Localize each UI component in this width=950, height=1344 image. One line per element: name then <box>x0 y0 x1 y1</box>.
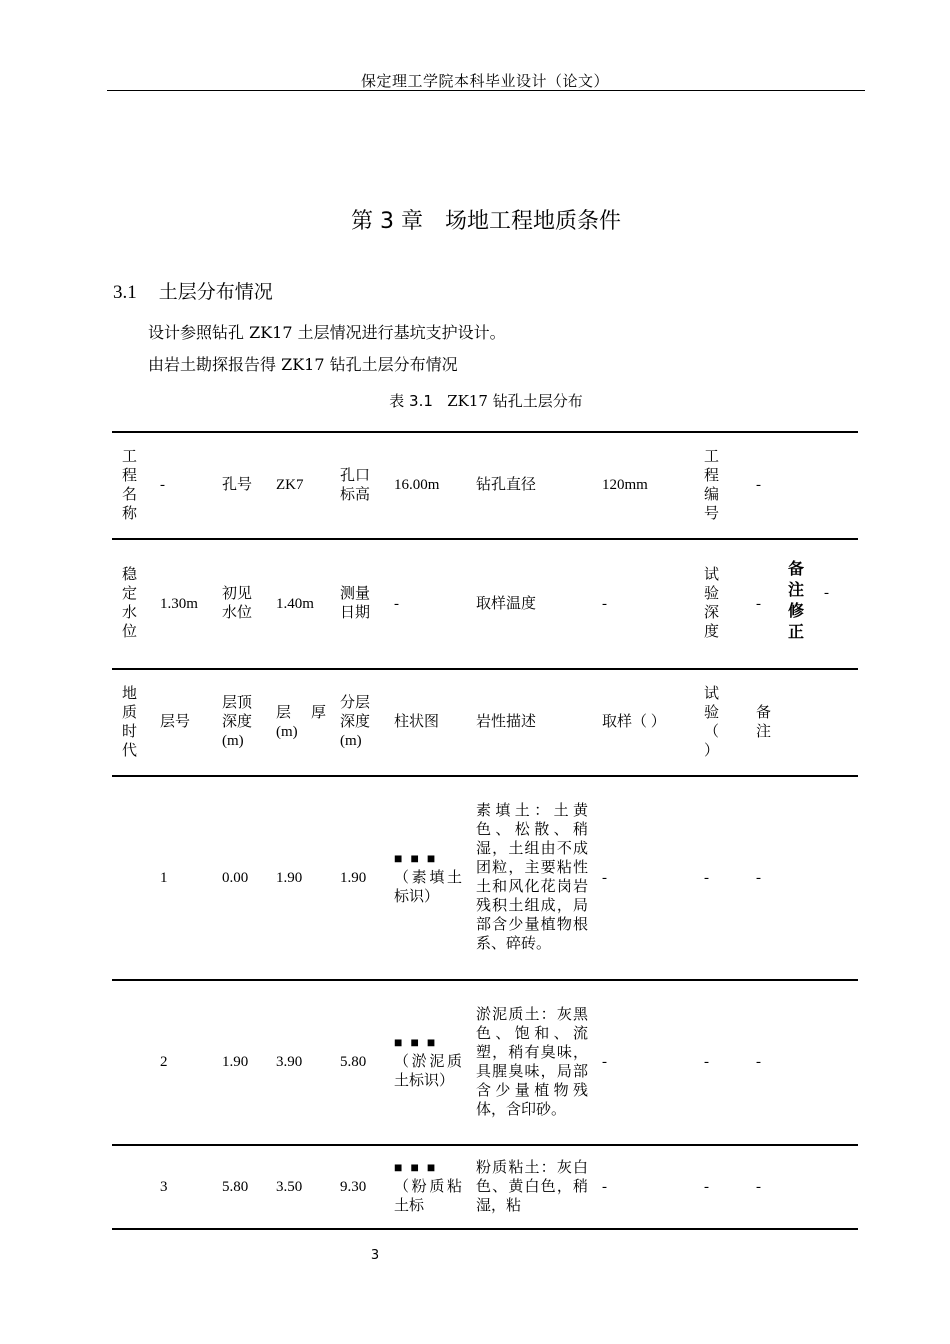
table-header-row <box>112 669 858 776</box>
cell-label: 初见水位 <box>212 539 266 669</box>
column-header: 柱状图 <box>384 669 466 776</box>
layer-thickness: 3.50 <box>266 1145 330 1229</box>
column-header: 岩性描述 <box>466 669 592 776</box>
section-heading: 土层分布情况 <box>158 281 273 303</box>
legend-squares: ■■■ <box>394 851 444 867</box>
cell-value: - <box>746 432 786 539</box>
table-row <box>112 432 858 539</box>
column-header: 试验（ ） <box>704 685 720 759</box>
cell-label: 孔口标高 <box>330 432 384 539</box>
legend-text: （素填土标识） <box>394 869 462 905</box>
table-row <box>112 776 858 980</box>
layer-bottom-depth: 9.30 <box>330 1145 384 1229</box>
table-caption <box>0 390 950 411</box>
legend-text: （淤泥质土标识） <box>394 1054 462 1089</box>
cell-value: 1.30m <box>150 539 212 669</box>
layer-remark: - <box>746 1145 858 1229</box>
layer-test: - <box>694 776 746 980</box>
section-number: 3.1 <box>113 282 137 303</box>
column-header: 地质时代 <box>122 685 138 759</box>
legend-text: （粉质粘土标 <box>394 1178 462 1214</box>
layer-sampling: - <box>592 1145 694 1229</box>
column-header: 分层深度(m) <box>330 669 384 776</box>
table-caption-label: 表 3.1 <box>389 392 433 410</box>
cell-value: 120mm <box>592 432 694 539</box>
layer-number: 3 <box>150 1145 212 1229</box>
layer-thickness: 3.90 <box>266 980 330 1145</box>
column-header: 层顶深度(m) <box>212 669 266 776</box>
layer-test: - <box>694 1145 746 1229</box>
paragraph: 由岩土勘探报告得 ZK17 钻孔土层分布情况 <box>148 355 458 374</box>
cell-label: 稳定水位 <box>122 567 138 640</box>
cell-value: - <box>384 539 466 669</box>
cell-label: 取样温度 <box>466 539 592 669</box>
cell-value: 16.00m <box>384 432 466 539</box>
column-header: 备注 <box>756 704 772 740</box>
paragraph: 设计参照钻孔 ZK17 土层情况进行基坑支护设计。 <box>148 323 506 342</box>
layer-number: 1 <box>150 776 212 980</box>
layer-number: 2 <box>150 980 212 1145</box>
layer-top-depth: 0.00 <box>212 776 266 980</box>
soil-layer-table <box>112 431 858 1230</box>
layer-sampling: - <box>592 776 694 980</box>
section-title <box>113 277 273 304</box>
layer-bottom-depth: 1.90 <box>330 776 384 980</box>
legend-squares: ■■■ <box>394 1160 444 1176</box>
cell-value: - <box>746 539 786 669</box>
table-row <box>112 539 858 669</box>
table-caption-title: ZK17 钻孔土层分布 <box>447 392 583 410</box>
table-row <box>112 1145 858 1229</box>
layer-remark: - <box>746 980 858 1145</box>
cell-label: 测量日期 <box>330 539 384 669</box>
cell-value: - <box>592 539 694 669</box>
cell-label: 孔号 <box>212 432 266 539</box>
legend-squares: ■■■ <box>394 1036 444 1051</box>
layer-thickness: 1.90 <box>266 776 330 980</box>
layer-test: - <box>694 980 746 1145</box>
cell-value: 1.40m <box>266 539 330 669</box>
layer-description: 素填土：土黄色、松散、稍湿，土组由不成团粒，主要粘性土和风化花岗岩残积土组成，局部含少量植物根系、碎砖。 <box>466 776 592 980</box>
cell-label: 试验深度 <box>704 567 720 640</box>
column-header: 层 厚 (m) <box>266 669 330 776</box>
column-header: 层号 <box>150 669 212 776</box>
cell-value: - <box>150 432 212 539</box>
page-number: 3 <box>370 1248 380 1263</box>
header-rule <box>107 90 865 91</box>
cell-label: 工程名称 <box>122 448 138 522</box>
cell-label: 钻孔直径 <box>466 432 592 539</box>
layer-description: 淤泥质土：灰黑色、饱和、流塑，稍有臭味，具腥臭味，局部含少量植物残体，含印砂。 <box>466 980 592 1145</box>
layer-bottom-depth: 5.80 <box>330 980 384 1145</box>
column-header: 取样（ ） <box>592 669 694 776</box>
layer-top-depth: 1.90 <box>212 980 266 1145</box>
chapter-title: 第 3 章 场地工程地质条件 <box>351 209 621 234</box>
layer-description: 粉质粘土：灰白色、黄白色，稍湿，粘 <box>466 1145 592 1229</box>
cell-value: ZK7 <box>266 432 330 539</box>
running-header: 保定理工学院本科毕业设计（论文） <box>360 72 609 90</box>
layer-top-depth: 5.80 <box>212 1145 266 1229</box>
cell-value: - <box>824 585 829 601</box>
layer-sampling: - <box>592 980 694 1145</box>
cell-label: 工程编号 <box>704 448 720 522</box>
table-row <box>112 980 858 1145</box>
layer-remark: - <box>746 776 858 980</box>
cell-label: 备注修正 <box>788 559 805 641</box>
